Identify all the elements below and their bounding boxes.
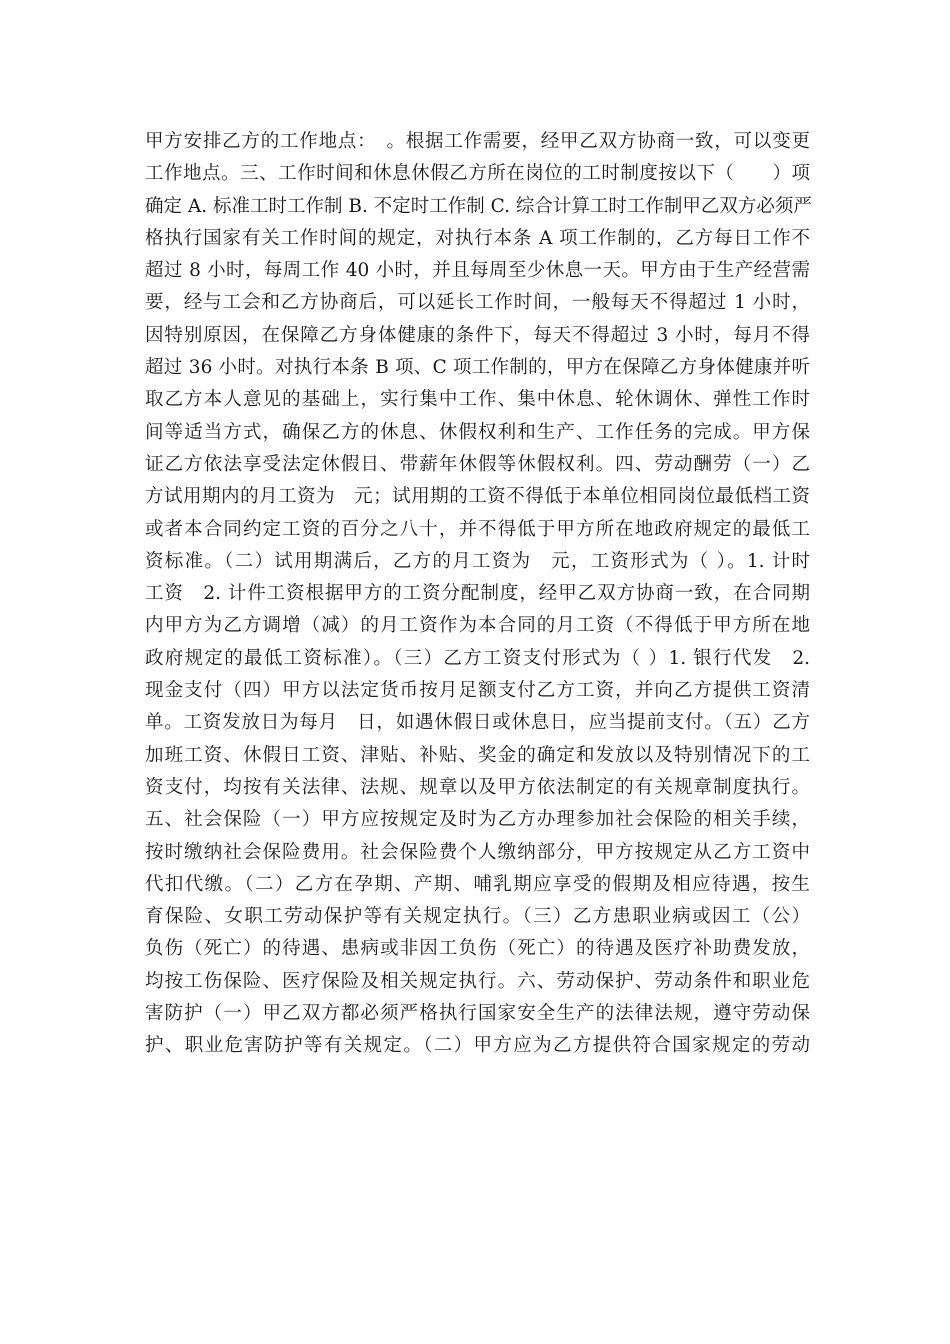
text-line: 育保险、女职工劳动保护等有关规定执行。（三）乙方患职业病或因工（公） <box>145 906 810 928</box>
text-line: 按时缴纳社会保险费用。社会保险费个人缴纳部分，甲方按规定从乙方工资中 <box>145 841 810 863</box>
text-line: 五、社会保险（一）甲方应按规定及时为乙方办理参加社会保险的相关手续， <box>145 809 810 831</box>
text-line: 资支付，均按有关法律、法规、规章以及甲方依法制定的有关规章制度执行。 <box>145 776 810 798</box>
text-line: 均按工伤保险、医疗保险及相关规定执行。六、劳动保护、劳动条件和职业危 <box>145 970 810 992</box>
text-line: 负伤（死亡）的待遇、患病或非因工负伤（死亡）的待遇及医疗补助费发放， <box>145 938 810 960</box>
text-line: 资标准。（二）试用期满后，乙方的月工资为 元，工资形式为（ ）。1. 计时 <box>145 550 810 572</box>
text-line: 护、职业危害防护等有关规定。（二）甲方应为乙方提供符合国家规定的劳动 <box>145 1035 810 1057</box>
text-line: 现金支付（四）甲方以法定货币按月足额支付乙方工资，并向乙方提供工资清 <box>145 680 810 702</box>
text-line: 甲方安排乙方的工作地点： 。根据工作需要，经甲乙双方协商一致，可以变更 <box>145 131 810 152</box>
text-line: 确定 A. 标准工时工作制 B. 不定时工作制 C. 综合计算工时工作制甲乙双方必须严 <box>145 195 812 217</box>
text-line: 方试用期内的月工资为 元；试用期的工资不得低于本单位相同岗位最低档工资 <box>145 486 810 508</box>
text-line: 因特别原因，在保障乙方身体健康的条件下，每天不得超过 3 小时，每月不得 <box>145 324 810 346</box>
text-line: 超过 8 小时，每周工作 40 小时，并且每周至少休息一天。甲方由于生产经营需 <box>145 260 810 282</box>
text-line: 超过 36 小时。对执行本条 B 项、C 项工作制的，甲方在保障乙方身体健康并听 <box>145 357 810 379</box>
text-line: 单。工资发放日为每月 日，如遇休假日或休息日，应当提前支付。（五）乙方 <box>145 712 810 734</box>
text-line: 格执行国家有关工作时间的规定，对执行本条 A 项工作制的，乙方每日工作不 <box>145 227 810 249</box>
text-line: 取乙方本人意见的基础上，实行集中工作、集中休息、轮休调休、弹性工作时 <box>145 389 810 411</box>
text-line: 加班工资、休假日工资、津贴、补贴、奖金的确定和发放以及特别情况下的工 <box>145 744 810 766</box>
text-line: 证乙方依法享受法定休假日、带薪年休假等休假权利。四、劳动酬劳（一）乙 <box>145 453 810 475</box>
text-line: 或者本合同约定工资的百分之八十，并不得低于甲方所在地政府规定的最低工 <box>145 518 810 540</box>
text-line: 政府规定的最低工资标准）。（三）乙方工资支付形式为（ ）1. 银行代发 2. <box>145 647 810 669</box>
text-line: 间等适当方式，确保乙方的休息、休假权利和生产、工作任务的完成。甲方保 <box>145 421 810 443</box>
text-line: 内甲方为乙方调增（减）的月工资作为本合同的月工资（不得低于甲方所在地 <box>145 615 810 637</box>
contract-body-text <box>145 126 810 1063</box>
text-line: 要，经与工会和乙方协商后，可以延长工作时间，一般每天不得超过 1 小时， <box>145 292 810 314</box>
text-line: 害防护（一）甲乙双方都必须严格执行国家安全生产的法律法规，遵守劳动保 <box>145 1003 810 1025</box>
text-line: 代扣代缴。（二）乙方在孕期、产期、哺乳期应享受的假期及相应待遇，按生 <box>145 873 810 895</box>
text-line: 工作地点。三、工作时间和休息休假乙方所在岗位的工时制度按以下（ ）项 <box>145 163 810 185</box>
text-line: 工资 2. 计件工资根据甲方的工资分配制度，经甲乙双方协商一致，在合同期 <box>145 583 810 605</box>
